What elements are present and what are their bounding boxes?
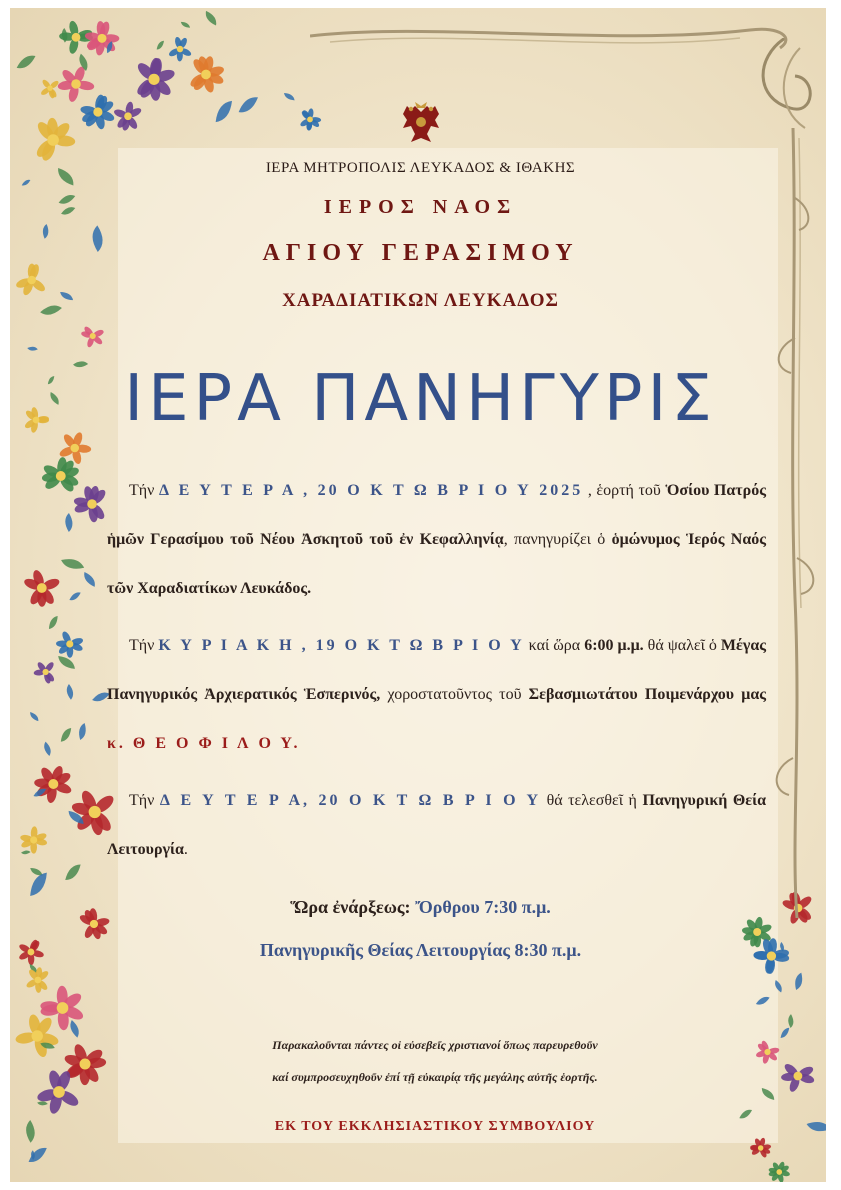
text: . bbox=[183, 841, 188, 858]
vespers-time: 6:00 μ.μ. bbox=[584, 637, 644, 654]
liturgy-name: Πανηγυρική Θεία Λειτουργία bbox=[107, 792, 767, 858]
orthros-time: Ὄρθρου 7:30 π.μ. bbox=[410, 897, 551, 917]
saint-full-name: Ὁσίου Πατρός ἡμῶν Γερασίμου τοῦ Νέου Ἀσκητοῦ τοῦ ἐν Κεφαλληνίᾳ bbox=[107, 482, 766, 548]
feast-date: Δ Ε Υ Τ Ε Ρ Α , 20 Ο Κ Τ Ω Β Ρ Ι Ο Υ 2025 bbox=[158, 482, 584, 499]
start-label: Ὥρα ἐνάρξεως: bbox=[290, 897, 411, 917]
text: θά τελεσθεῖ ἡ bbox=[541, 792, 643, 809]
text: θά ψαλεῖ ὁ bbox=[643, 637, 721, 654]
text: Τήν bbox=[129, 637, 159, 654]
schedule-orthros bbox=[0, 897, 841, 918]
vespers-name: Μέγας Πανηγυρικός Ἀρχιερατικός Ἑσπερινός, bbox=[107, 637, 767, 703]
text: καί ὥρα bbox=[524, 637, 585, 654]
temple-label: ΙΕΡΟΣ ΝΑΟΣ bbox=[323, 196, 518, 218]
text: χοροστατοῦντος τοῦ bbox=[380, 686, 529, 703]
page-title: ΙΕΡΑ ΠΑΝΗΓΥΡΙΣ bbox=[124, 362, 717, 436]
floral-border-top bbox=[10, 8, 340, 158]
invitation-line-1: Παρακαλοῦνται πάντες οἱ εὐσεβεῖς χριστιανοί ὅπως παρευρεθοῦν bbox=[272, 1038, 598, 1052]
temple-full-name: ὁμώνυμος Ἱερός Ναός τῶν Χαραδιατίκων Λευκάδος. bbox=[107, 531, 767, 597]
metropolis-heading: ΙΕΡΑ ΜΗΤΡΟΠΟΛΙΣ ΛΕΥΚΑΔΟΣ & ΙΘΑΚΗΣ bbox=[265, 160, 576, 176]
vespers-date: Κ Υ Ρ Ι Α Κ Η , 19 Ο Κ Τ Ω Β Ρ Ι Ο Υ bbox=[158, 637, 525, 654]
text: , πανηγυρίζει ὁ bbox=[503, 531, 612, 548]
liturgy-date: Δ Ε Υ Τ Ε Ρ Α, 20 Ο Κ Τ Ω Β Ρ Ι Ο Υ bbox=[159, 792, 542, 809]
paragraph-feast bbox=[107, 466, 766, 613]
text: Τήν bbox=[129, 792, 160, 809]
invitation-line-2: καί συμπροσευχηθοῦν ἐπί τῇ εὐκαιρίᾳ τῆς μεγάλης αὐτῆς ἑορτῆς. bbox=[272, 1070, 598, 1084]
saint-name: ΑΓΙΟΥ ΓΕΡΑΣΙΜΟΥ bbox=[262, 240, 579, 266]
scroll-ornament-top bbox=[310, 8, 810, 68]
floral-border-bottom-right bbox=[720, 888, 826, 1182]
signature: ΕΚ ΤΟΥ ΕΚΚΛΗΣΙΑΣΤΙΚΟΥ ΣΥΜΒΟΥΛΙΟΥ bbox=[274, 1119, 596, 1134]
paragraph-vespers bbox=[107, 621, 766, 768]
text: , ἑορτή τοῦ bbox=[583, 482, 666, 499]
bishop-name: κ. Θ Ε Ο Φ Ι Λ Ο Υ. bbox=[107, 735, 301, 752]
text: Τήν bbox=[129, 482, 159, 499]
bishop-title: Σεβασμιωτάτου Ποιμενάρχου μας bbox=[528, 686, 766, 703]
paragraph-liturgy bbox=[107, 776, 766, 874]
location-heading: ΧΑΡΑΔΙΑΤΙΚΩΝ ΛΕΥΚΑΔΟΣ bbox=[282, 290, 559, 311]
double-headed-eagle-icon bbox=[397, 100, 445, 148]
schedule-liturgy: Πανηγυρικῆς Θείας Λειτουργίας 8:30 π.μ. bbox=[259, 940, 582, 960]
